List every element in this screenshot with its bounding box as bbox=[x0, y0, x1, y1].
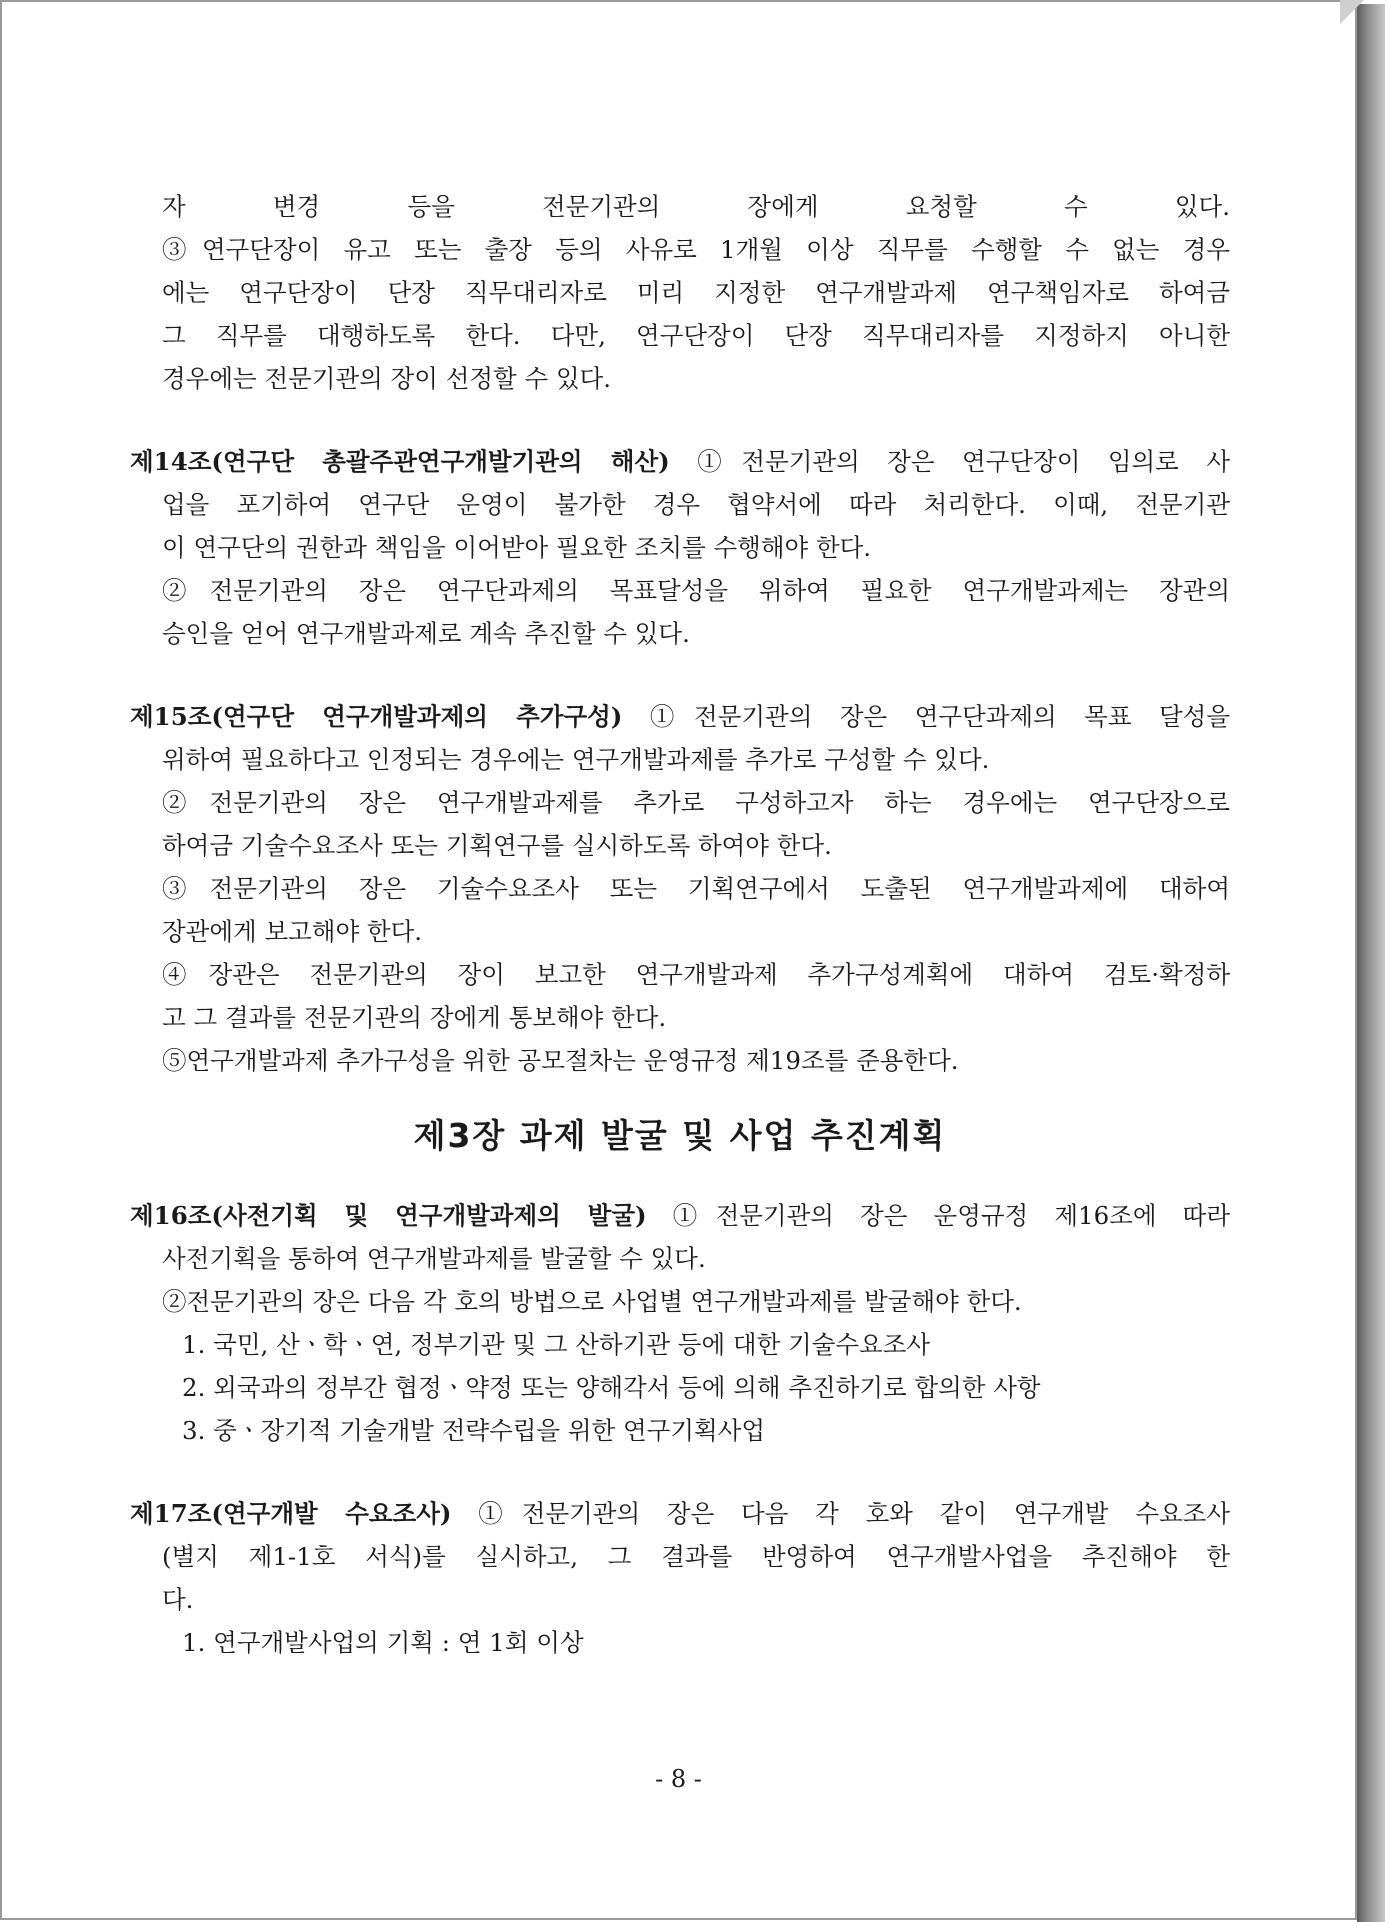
page-number: - 8 - bbox=[655, 1765, 702, 1793]
article-15-title: 제15조(연구단 연구개발과제의 추가구성) bbox=[130, 702, 623, 731]
article-14-first-line: 제14조(연구단 총괄주관연구개발기관의 해산) ①전문기관의 장은 연구단장이 임의로 사 bbox=[130, 447, 1230, 476]
text-line: 장관에게 보고해야 한다. bbox=[162, 917, 423, 946]
text-line: 업을 포기하여 연구단 운영이 불가한 경우 협약서에 따라 처리한다. 이때, 전문기관 bbox=[162, 490, 1230, 519]
chapter-heading: 제3장 과제 발굴 및 사업 추진계획 bbox=[413, 1116, 947, 1155]
page-edge-shadow bbox=[1357, 4, 1385, 1922]
text-line: 사전기획을 통하여 연구개발과제를 발굴할 수 있다. bbox=[162, 1244, 706, 1273]
list-item: 2. 외국과의 정부간 협정ㆍ약정 또는 양해각서 등에 의해 추진하기로 합의한 사항 bbox=[182, 1373, 1041, 1402]
text-line: 승인을 얻어 연구개발과제로 계속 추진할 수 있다. bbox=[162, 619, 690, 648]
text-line: 다. bbox=[162, 1585, 194, 1614]
text-line: 경우에는 전문기관의 장이 선정할 수 있다. bbox=[162, 364, 612, 393]
article-17-first-line: 제17조(연구개발 수요조사) ①전문기관의 장은 다음 각 호와 같이 연구개발 수요조사 bbox=[130, 1499, 1230, 1528]
text-line: 위하여 필요하다고 인정되는 경우에는 연구개발과제를 추가로 구성할 수 있다. bbox=[162, 745, 990, 774]
text-line: 하여금 기술수요조사 또는 기획연구를 실시하도록 하여야 한다. bbox=[162, 831, 832, 860]
text-line: (별지 제1-1호 서식)를 실시하고, 그 결과를 반영하여 연구개발사업을 추진해야 한 bbox=[162, 1542, 1230, 1571]
article-14-title: 제14조(연구단 총괄주관연구개발기관의 해산) bbox=[130, 447, 670, 476]
text-line: 이 연구단의 권한과 책임을 이어받아 필요한 조치를 수행해야 한다. bbox=[162, 533, 872, 562]
text-line: 고 그 결과를 전문기관의 장에게 통보해야 한다. bbox=[162, 1003, 667, 1032]
list-item: 3. 중ㆍ장기적 기술개발 전략수립을 위한 연구기획사업 bbox=[182, 1416, 765, 1445]
article-16-first-line: 제16조(사전기획 및 연구개발과제의 발굴) ①전문기관의 장은 운영규정 제16조에 따라 bbox=[130, 1201, 1230, 1230]
text-line: 에는 연구단장이 단장 직무대리자로 미리 지정한 연구개발과제 연구책임자로 하여금 bbox=[162, 278, 1230, 307]
text-line: 자 변경 등을 전문기관의 장에게 요청할 수 있다. bbox=[162, 192, 1230, 221]
list-item: 1. 국민, 산ㆍ학ㆍ연, 정부기관 및 그 산하기관 등에 대한 기술수요조사 bbox=[182, 1330, 931, 1359]
text-line: 그 직무를 대행하도록 한다. 다만, 연구단장이 단장 직무대리자를 지정하지 아니한 bbox=[162, 321, 1230, 350]
text-line: ②전문기관의 장은 연구단과제의 목표달성을 위하여 필요한 연구개발과제는 장관의 bbox=[162, 576, 1230, 605]
article-15-first-line: 제15조(연구단 연구개발과제의 추가구성) ①전문기관의 장은 연구단과제의 목표 달성을 bbox=[130, 702, 1230, 731]
text-line: ⑤연구개발과제 추가구성을 위한 공모절차는 운영규정 제19조를 준용한다. bbox=[162, 1046, 959, 1075]
list-item: 1. 연구개발사업의 기획 : 연 1회 이상 bbox=[182, 1628, 584, 1657]
article-17-title: 제17조(연구개발 수요조사) bbox=[130, 1499, 452, 1528]
text-line: ②전문기관의 장은 다음 각 호의 방법으로 사업별 연구개발과제를 발굴해야 한다. bbox=[162, 1287, 1022, 1316]
text-line: ②전문기관의 장은 연구개발과제를 추가로 구성하고자 하는 경우에는 연구단장으로 bbox=[162, 788, 1230, 817]
article-16-title: 제16조(사전기획 및 연구개발과제의 발굴) bbox=[130, 1201, 647, 1230]
text-line: ③연구단장이 유고 또는 출장 등의 사유로 1개월 이상 직무를 수행할 수 없는 경우 bbox=[162, 235, 1230, 264]
text-line: ③전문기관의 장은 기술수요조사 또는 기획연구에서 도출된 연구개발과제에 대하여 bbox=[162, 874, 1230, 903]
document-body bbox=[130, 185, 1230, 1664]
text-line: ④장관은 전문기관의 장이 보고한 연구개발과제 추가구성계획에 대하여 검토·확정하 bbox=[162, 960, 1230, 989]
page-corner-fold bbox=[1340, 0, 1364, 24]
